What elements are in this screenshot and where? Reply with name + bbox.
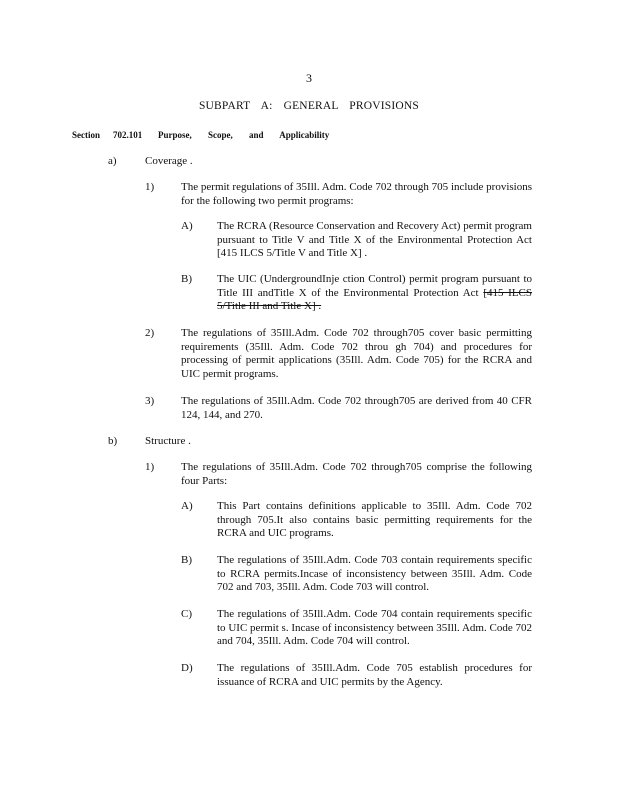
paragraph-label: 2) <box>145 327 155 339</box>
paragraph-text: The regulations of 35Ill.Adm. Code 702 through705 are derived from 40 CFR 124, 144, and 270. <box>181 395 532 421</box>
paragraph-text: The regulations of 35Ill.Adm. Code 702 through705 comprise the following four Parts: <box>181 461 532 487</box>
subsection-heading: Coverage . <box>145 155 193 167</box>
paragraph-label: 1) <box>145 181 155 193</box>
subparagraph-text: The regulations of 35Ill.Adm. Code 705 establish procedures for issuance of RCRA and UIC permits by the Agency. <box>217 662 532 688</box>
paragraph-label: 1) <box>145 461 155 473</box>
section-number: 702.101 <box>113 130 143 140</box>
subparagraph-label: A) <box>181 220 193 232</box>
subparagraph-label: C) <box>181 608 192 620</box>
subparagraph-label: B) <box>181 273 192 285</box>
section-title: Purpose, Scope, and Applicability <box>158 130 330 140</box>
subparagraph-text <box>217 273 532 314</box>
struck-citation: [415 ILCS 5/Title III and Title X] . <box>217 286 533 312</box>
section-word: Section <box>72 130 100 140</box>
subparagraph-text: The RCRA (Resource Conservation and Recovery Act) permit program pursuant to Title V and Title X of the Environmental Protection Act [415 ILCS 5/Title V and Title X] . <box>217 220 532 259</box>
subparagraph-text: The regulations of 35Ill.Adm. Code 704 contain requirements specific to UIC permit s. Incase of inconsistency between 35Ill. Adm. Code 702 and 704, 35Ill. Adm. Code 704 will control. <box>217 608 532 647</box>
subparagraph-label: D) <box>181 662 193 674</box>
paragraph-label: 3) <box>145 395 155 407</box>
subparagraph-body: The UIC (UndergroundInje ction Control) permit program pursuant to Title III andTitle X of the Environmental Protection Act <box>217 273 532 299</box>
subpart-title: SUBPART A: GENERAL PROVISIONS <box>198 100 420 112</box>
page-number: 3 <box>306 71 312 85</box>
subparagraph-text: This Part contains definitions applicable to 35Ill. Adm. Code 702 through 705.It also contains basic permitting requirements for the RCRA and UIC programs. <box>217 500 532 539</box>
subsection-label: b) <box>108 435 118 447</box>
paragraph-text: The permit regulations of 35Ill. Adm. Code 702 through 705 include provisions for the following two permit programs: <box>181 181 532 207</box>
subparagraph-label: A) <box>181 500 193 512</box>
subparagraph-text: The regulations of 35Ill.Adm. Code 703 contain requirements specific to RCRA permits.Incase of inconsistency between 35Ill. Adm. Code 702 and 703, 35Ill. Adm. Code 703 will control. <box>217 554 532 593</box>
paragraph-text: The regulations of 35Ill.Adm. Code 702 through705 cover basic permitting requirements (35Ill. Adm. Code 702 throu gh 704) and procedures for processing of permit applications (35Ill. Adm. Code 705) for the RCRA and UIC permit programs. <box>181 327 532 380</box>
subsection-heading: Structure . <box>145 435 191 447</box>
subparagraph-label: B) <box>181 554 192 566</box>
subsection-label: a) <box>108 155 117 167</box>
